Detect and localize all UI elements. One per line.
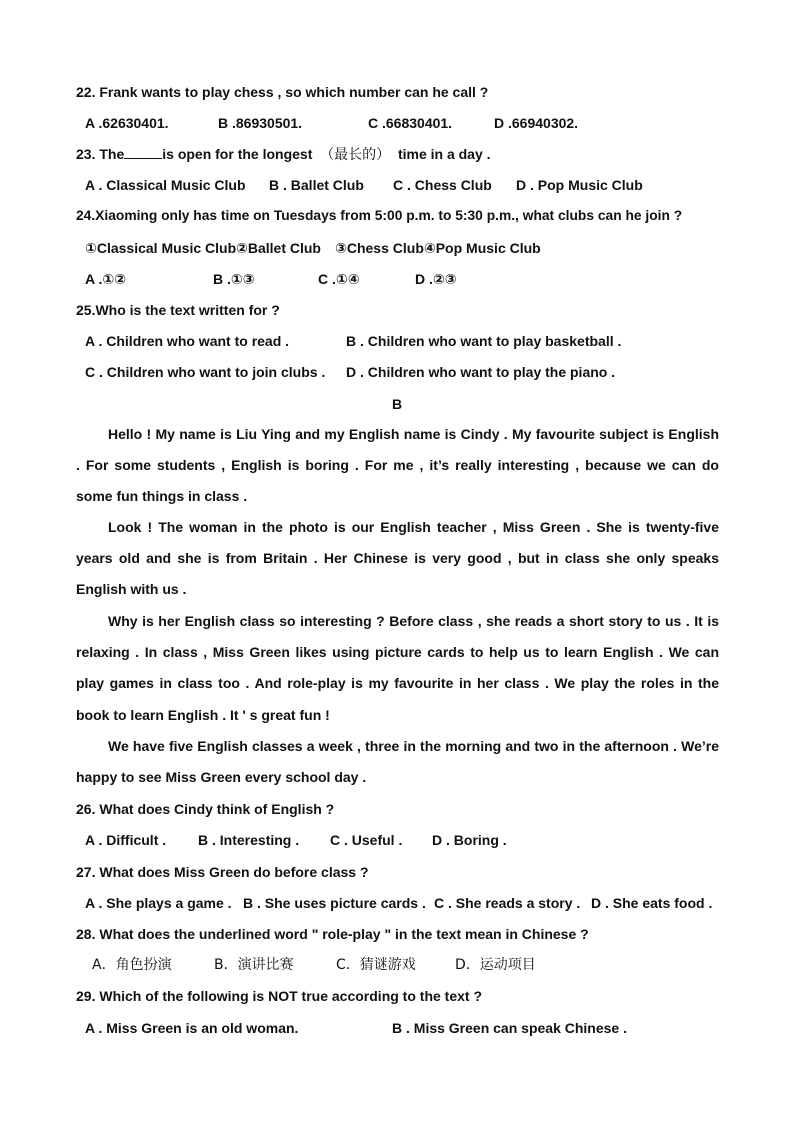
q23-end: time in a day . xyxy=(397,146,491,162)
q28-option-b: B．演讲比赛 xyxy=(214,957,294,973)
q26-option-d: D . Boring . xyxy=(432,832,507,848)
q28-option-c: C．猜谜游戏 xyxy=(336,957,416,973)
q22-option-b: B .86930501. xyxy=(218,115,303,131)
q22-option-a: A .62630401. xyxy=(85,115,169,131)
q22-option-c: C .66830401. xyxy=(368,115,453,131)
q26-option-c: C . Useful . xyxy=(330,832,403,848)
q27-option-a: A . She plays a game . xyxy=(85,895,232,911)
question-22: 22. Frank wants to play chess , so which number can he call ? xyxy=(76,84,489,100)
passage-paragraph-1: Hello ! My name is Liu Ying and my English name is Cindy . My favourite subject is English . For some students , English is boring . For me , it’s really interesting , because we can do some fun things in class . xyxy=(76,426,719,505)
question-29: 29. Which of the following is NOT true according to the text ? xyxy=(76,988,483,1004)
q26-option-b: B . Interesting . xyxy=(198,832,300,848)
q24-club-3: ③Chess Club④Pop Music Club xyxy=(335,240,541,256)
question-28: 28. What does the underlined word " role-play " in the text mean in Chinese ? xyxy=(76,926,589,942)
q23-prefix: 23. The xyxy=(76,146,125,162)
q26-option-a: A . Difficult . xyxy=(85,832,167,848)
q23-option-d: D . Pop Music Club xyxy=(516,177,643,193)
q25-option-c: C . Children who want to join clubs . xyxy=(85,364,326,380)
question-27: 27. What does Miss Green do before class ? xyxy=(76,864,369,880)
q24-option-c: C .①④ xyxy=(318,271,360,287)
q27-option-d: D . She eats food . xyxy=(591,895,713,911)
q23-option-b: B . Ballet Club xyxy=(269,177,364,193)
section-b-heading: B xyxy=(391,396,403,412)
q28-option-a: A．角色扮演 xyxy=(92,957,172,973)
q24-club-1: ①Classical Music Club xyxy=(85,240,237,256)
question-26: 26. What does Cindy think of English ? xyxy=(76,801,335,817)
q22-option-d: D .66940302. xyxy=(494,115,579,131)
q24-option-d: D .②③ xyxy=(415,271,457,287)
q23-blank xyxy=(124,144,162,159)
q24-club-2: ②Ballet Club xyxy=(236,240,321,256)
q28-option-d: D．运动项目 xyxy=(455,957,536,973)
q23-option-a: A . Classical Music Club xyxy=(85,177,246,193)
passage-paragraph-3: Why is her English class so interesting ? Before class , she reads a short story to us . It is relaxing . In class , Miss Green likes using picture cards to help us to learn English . We can play games in class too . And role-play is my favourite in her class . We play the roles in the book to learn English . It ' s great fun ! xyxy=(76,613,719,723)
q29-option-b: B . Miss Green can speak Chinese . xyxy=(392,1020,627,1036)
q25-option-a: A . Children who want to read . xyxy=(85,333,290,349)
q27-option-b: B . She uses picture cards . xyxy=(243,895,426,911)
q23-note: （最长的） xyxy=(320,147,391,163)
q27-option-c: C . She reads a story . xyxy=(434,895,581,911)
question-25: 25.Who is the text written for ? xyxy=(76,302,280,318)
q23-suffix: is open for the longest xyxy=(162,146,313,162)
question-24: 24.Xiaoming only has time on Tuesdays from 5:00 p.m. to 5:30 p.m., what clubs can he join ? xyxy=(76,208,683,223)
question-23 xyxy=(76,144,726,165)
q25-option-d: D . Children who want to play the piano . xyxy=(346,364,616,380)
passage-paragraph-4: We have five English classes a week , three in the morning and two in the afternoon . We’re happy to see Miss Green every school day . xyxy=(76,738,719,786)
q23-option-c: C . Chess Club xyxy=(393,177,492,193)
q25-option-b: B . Children who want to play basketball . xyxy=(346,333,622,349)
q29-option-a: A . Miss Green is an old woman. xyxy=(85,1020,299,1036)
q24-option-b: B .①③ xyxy=(213,271,255,287)
q24-option-a: A .①② xyxy=(85,271,127,287)
passage-paragraph-2: Look ! The woman in the photo is our English teacher , Miss Green . She is twenty-five years old and she is from Britain . Her Chinese is very good , but in class she only speaks English with us . xyxy=(76,519,719,598)
